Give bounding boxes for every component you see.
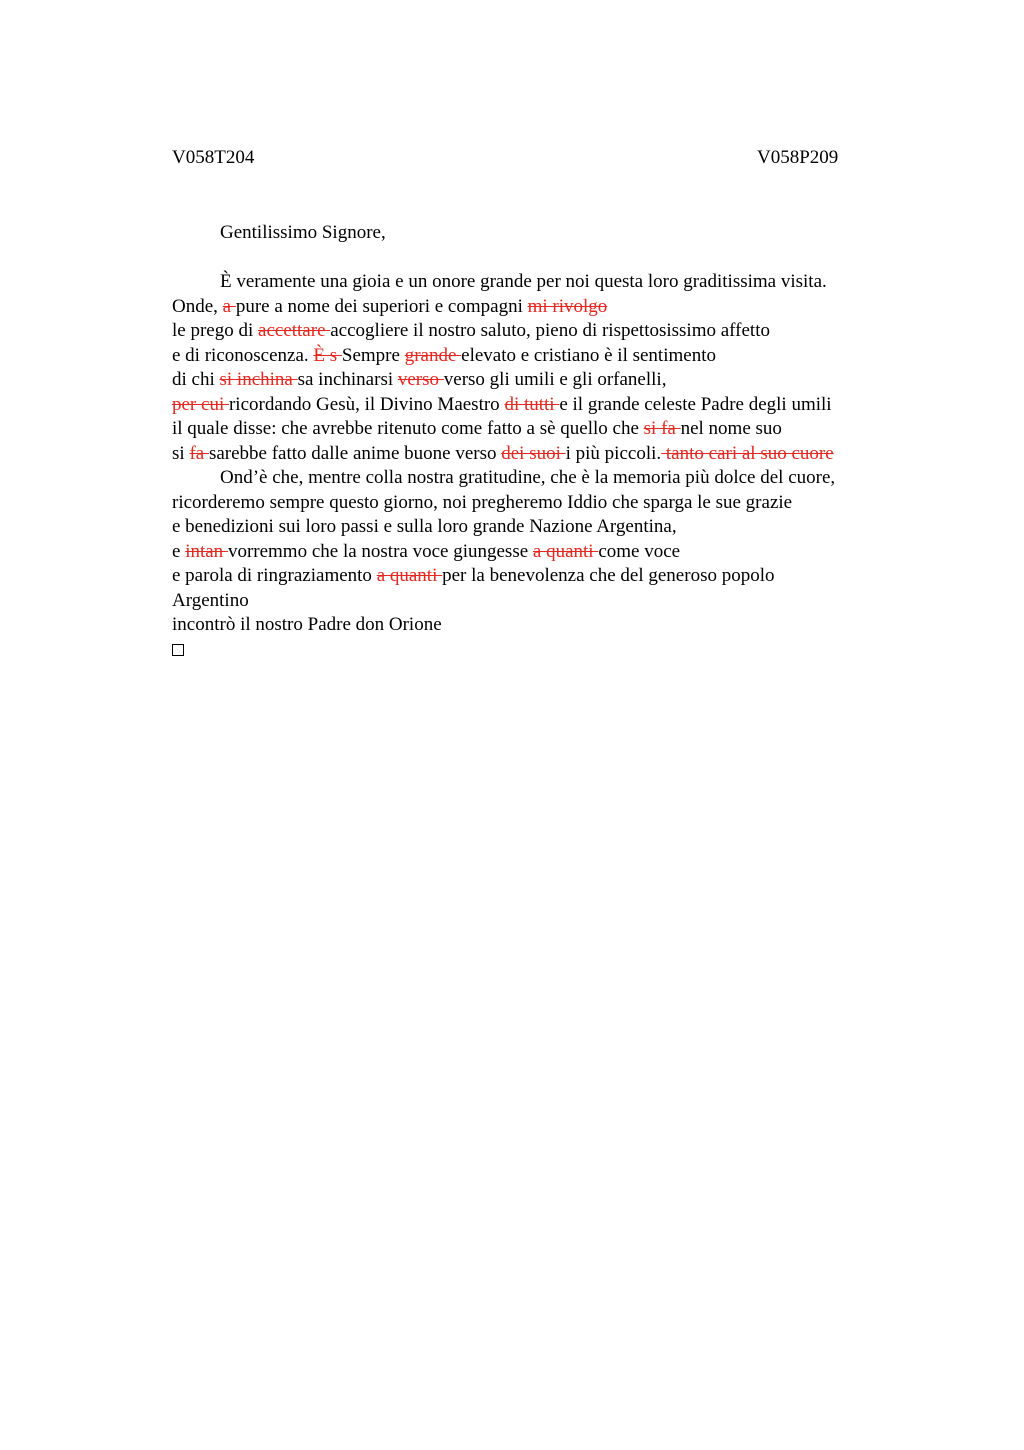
deleted-text: a bbox=[222, 295, 236, 317]
text-segment: elevato e cristiano è il sentimento bbox=[461, 344, 716, 366]
letter-line bbox=[172, 466, 932, 491]
text-segment: Sempre bbox=[341, 344, 405, 366]
letter-line bbox=[172, 491, 932, 516]
text-segment: i più piccoli. bbox=[565, 442, 662, 464]
salutation: Gentilissimo Signore, bbox=[220, 222, 386, 243]
deleted-text: si fa bbox=[643, 418, 681, 439]
document-code-left: V058T204 bbox=[172, 147, 255, 168]
letter-line bbox=[172, 442, 932, 467]
text-segment: ricordando Gesù, il Divino Maestro bbox=[228, 393, 505, 415]
deleted-text: verso bbox=[397, 369, 444, 390]
letter-line bbox=[172, 295, 932, 320]
text-segment: pure a nome dei superiori e compagni bbox=[235, 295, 528, 317]
text-segment: sarebbe fatto dalle anime buone verso bbox=[208, 442, 502, 464]
deleted-text: tanto cari al suo cuore bbox=[661, 442, 834, 464]
deleted-text: per cui bbox=[172, 393, 229, 415]
text-segment: il quale disse: che avrebbe ritenuto come fatto a sè quello che bbox=[172, 418, 644, 439]
deleted-text: dei suoi bbox=[501, 442, 566, 464]
letter-line bbox=[172, 417, 932, 442]
text-segment: ricorderemo sempre questo giorno, noi pregheremo Iddio che sparga le sue grazie bbox=[172, 491, 793, 513]
deleted-text: mi rivolgo bbox=[527, 295, 608, 317]
text-segment: e il grande celeste Padre degli umili bbox=[559, 393, 832, 415]
deleted-text: a quanti bbox=[532, 540, 599, 562]
text-segment: e bbox=[172, 540, 186, 562]
letter-line bbox=[172, 564, 932, 589]
paragraph-gap bbox=[172, 246, 932, 271]
empty-box-icon bbox=[172, 644, 184, 656]
text-segment: Onde, bbox=[172, 295, 223, 317]
end-marker bbox=[172, 638, 932, 663]
letter-lines bbox=[172, 270, 932, 638]
text-segment: Argentino bbox=[172, 589, 249, 611]
deleted-text: grande bbox=[404, 344, 462, 366]
deleted-text: di tutti bbox=[504, 393, 560, 415]
text-segment: È veramente una gioia e un onore grande per noi questa loro graditissima visita. bbox=[220, 271, 827, 292]
deleted-text: È s bbox=[313, 344, 342, 366]
letter-line bbox=[172, 393, 932, 418]
letter-line bbox=[172, 589, 932, 614]
text-segment: vorremmo che la nostra voce giungesse bbox=[227, 540, 533, 562]
text-segment: si bbox=[172, 442, 190, 464]
letter-line bbox=[172, 344, 932, 369]
text-segment: di chi bbox=[172, 369, 220, 390]
document-code-right: V058P209 bbox=[757, 147, 839, 168]
deleted-text: fa bbox=[189, 442, 209, 464]
letter-line bbox=[172, 613, 932, 638]
text-segment: verso gli umili e gli orfanelli, bbox=[443, 369, 667, 390]
letter-line bbox=[172, 368, 932, 393]
text-segment: le prego di bbox=[172, 320, 259, 341]
text-segment: e di riconoscenza. bbox=[172, 344, 314, 366]
deleted-text: accettare bbox=[258, 320, 331, 341]
letter-line bbox=[172, 540, 932, 565]
text-segment: accogliere il nostro saluto, pieno di rispettosissimo affetto bbox=[330, 320, 770, 341]
text-segment: per la benevolenza che del generoso popolo bbox=[442, 565, 775, 586]
deleted-text: si inchina bbox=[219, 369, 298, 390]
text-segment: Ond’è che, mentre colla nostra gratitudine, che è la memoria più dolce del cuore, bbox=[220, 467, 836, 488]
text-segment: e benedizioni sui loro passi e sulla loro grande Nazione Argentina, bbox=[172, 516, 677, 537]
deleted-text: intan bbox=[185, 540, 228, 562]
text-segment: nel nome suo bbox=[680, 418, 782, 439]
text-segment: come voce bbox=[598, 540, 681, 562]
letter-line bbox=[172, 319, 932, 344]
text-segment: sa inchinarsi bbox=[297, 369, 398, 390]
letter-body bbox=[172, 221, 932, 662]
text-segment: e parola di ringraziamento bbox=[172, 565, 377, 586]
letter-line bbox=[172, 515, 932, 540]
letter-line bbox=[172, 270, 932, 295]
text-segment: incontrò il nostro Padre don Orione bbox=[172, 614, 442, 635]
deleted-text: a quanti bbox=[376, 565, 443, 586]
